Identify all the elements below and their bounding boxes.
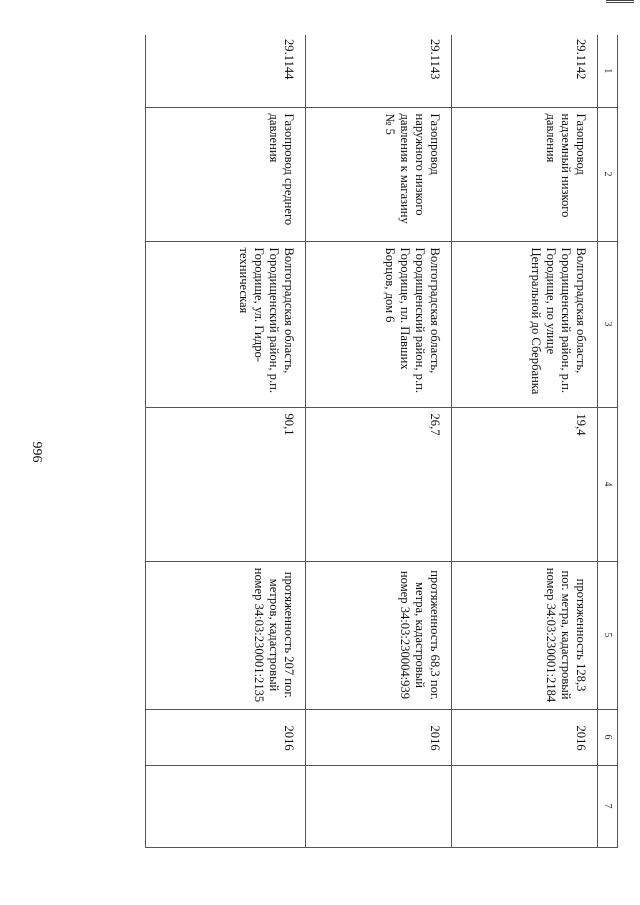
row-address: Волгоградская область, Городищенский район, р.п. Городище, ул. Гидро-техническая <box>146 241 306 407</box>
corner-mark <box>606 0 634 3</box>
row-description: протяженность 128,3 пог. метра, кадастровый номер 34:03:230001:2184 <box>452 561 598 709</box>
table-row <box>146 35 306 847</box>
col-header-5: 5 <box>598 561 618 709</box>
row-note <box>146 765 306 847</box>
row-note <box>306 765 452 847</box>
row-year: 2016 <box>306 709 452 765</box>
rotated-table <box>87 35 618 847</box>
col-header-6: 6 <box>598 709 618 765</box>
row-value: 19,4 <box>452 407 598 561</box>
row-name: Газопровод надземный низкого давления <box>452 107 598 241</box>
row-value: 26,7 <box>306 407 452 561</box>
table-wrapper <box>87 35 618 847</box>
row-year: 2016 <box>146 709 306 765</box>
row-address: Волгоградская область, Городищенский район, р.п. Городище, пл. Павших Борцов, дом 6 <box>306 241 452 407</box>
col-header-3: 3 <box>598 241 618 407</box>
col-header-4: 4 <box>598 407 618 561</box>
row-description: протяженность 68,3 пог. метра, кадастровый номер 34:03:230004:939 <box>306 561 452 709</box>
col-header-1: 1 <box>598 35 618 107</box>
row-number: 29.1144 <box>146 35 306 107</box>
col-header-7: 7 <box>598 765 618 847</box>
table-row <box>452 35 598 847</box>
row-address: Волгоградская область, Городищенский район, р.п. Городище, по улице Центральной до Сбербанка <box>452 241 598 407</box>
col-header-2: 2 <box>598 107 618 241</box>
row-name: Газопровод среднего давления <box>146 107 306 241</box>
header-row <box>598 35 618 847</box>
row-note <box>452 765 598 847</box>
table-row <box>306 35 452 847</box>
row-description: протяженность 207 пог. метров, кадастровый номер 34:03:230001:2135 <box>146 561 306 709</box>
property-table <box>145 35 618 848</box>
page-number: 996 <box>29 441 44 463</box>
row-number: 29.1142 <box>452 35 598 107</box>
row-year: 2016 <box>452 709 598 765</box>
row-number: 29.1143 <box>306 35 452 107</box>
row-value: 90,1 <box>146 407 306 561</box>
row-name: Газопровод наружного низкого давления к магазину № 5 <box>306 107 452 241</box>
